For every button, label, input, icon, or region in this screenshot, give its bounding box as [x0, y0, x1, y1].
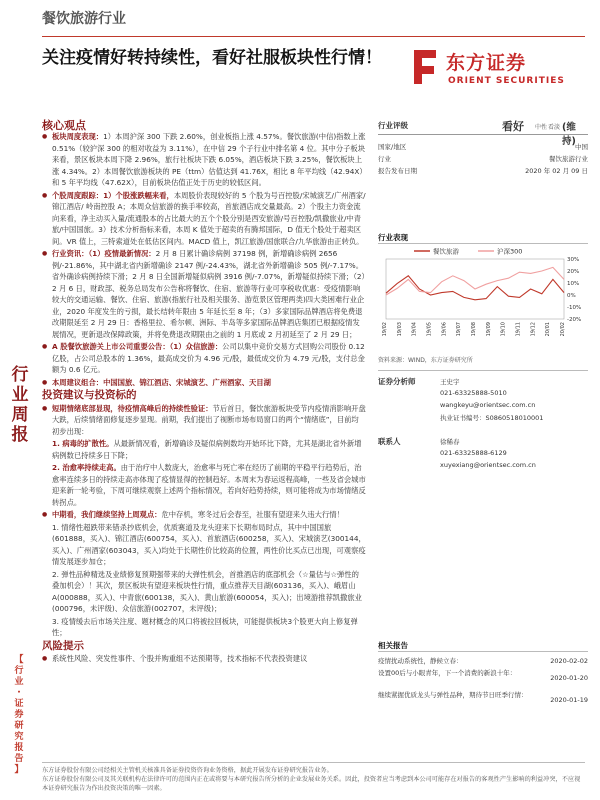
point-head: 1. 病毒的扩散性。: [52, 439, 114, 448]
info-key: 行业: [378, 155, 391, 163]
point-text: 2 月 8 日累计确诊病例 37198 例，新增确诊病例 2656 例/-21.86%，其中湖北省内新增确诊 2147 例/-24.43%，湖北省外新增确诊 505 例/-7.17%。省外确诊病例持续下滑；2 月 8 日全国新增疑似病例 3916 例/-7.07%，新增疑似持续下滑；（2）2 月 6 日，财政部、税务总局发布公告称将餐饮、住宿、旅游等行业可享税收优惠：受疫情影响较大的交通运输、餐饮、住宿、旅游(指旅行社及相关服务、游览景区管理两类)四大类困难行业企业，2020 年度发生的亏损，最长结转年限由 5 年延长至 8 年；（3）多家国际品牌酒店将免费退改期限延至 2 月 29 日：香格里拉、希尔顿、洲际、半岛等多家国际品牌酒店集团已根据疫情发展情况，更新退改保障政策，并将免费退改期限由之前的 1 月底或 2 月初延至了 2 月 29 日；: [52, 249, 366, 339]
analyst-name: 王史宇: [440, 378, 460, 386]
chart-source: 资料来源：WIND，东方证券研究所: [378, 357, 473, 364]
contact-name: 徐稀春: [440, 438, 460, 446]
invest-item: [42, 462, 366, 508]
y-tick-label: -20%: [567, 317, 582, 323]
contact-role: 联系人: [378, 437, 401, 446]
related-date: 2020-01-19: [550, 696, 588, 704]
sidebar-report-type: 行 业 周 报: [11, 365, 29, 445]
invest-heading: 投资建议与投资标的: [42, 389, 137, 401]
rating-maintain: (维持): [562, 122, 576, 147]
logo-mark-icon: [408, 46, 442, 88]
series-line-0: [386, 276, 564, 300]
performance-chart: [378, 245, 588, 345]
info-value: 2020 年 02 月 09 日: [525, 167, 588, 175]
x-tick-label: 20/01: [545, 322, 552, 337]
point-text: 由于治疗中人数庞大，治愈率与死亡率在经历了前期的平稳平行趋势后，治愈率连续多日的持续走高亦体现了疫情显得的控制趋好。本周末为春运返程高峰，一些及省会城市迎来新一轮考验，下周可继续观察上述两个指标情况，若向好趋势持续，则可能将成为市场情绪反转拐点。: [52, 463, 366, 507]
analyst-cert: 执业证书编号：S0860518010001: [440, 414, 544, 422]
point-head: 本周建议组合：: [52, 377, 104, 387]
x-tick-label: 19/06: [441, 322, 448, 337]
point-head: 行业资讯：（1）疫情最新情况：: [52, 249, 156, 258]
x-tick-label: 19/12: [530, 322, 537, 337]
rating-neutral: 中性: [535, 124, 548, 131]
point-head: 2. 治愈率持续走高。: [52, 463, 121, 472]
report-title: 关注疫情好转持续性，看好社服板块性行情！: [42, 48, 382, 68]
sidebar-report-category: 【 行 业 ・ 证 券 研 究 报 告 】: [14, 655, 24, 775]
related-date: 2020-02-02: [550, 657, 588, 665]
point-head: 板块周度表现：: [52, 132, 104, 141]
point-industry-news: [42, 248, 366, 340]
info-row: [378, 142, 588, 151]
footer-disclaimer: 东方证券股份有限公司经相关主管机关核准具备证券投资咨询业务资格，据此开展发布证券研究报告业务。 东方证券股份有限公司及其关联机构在法律许可的范围内正在或将要与本研究报告所分析的企业发展业务关系。因此，投资者应当考虑到本公司可能存在对报告的客观性产生影响的利益冲突，不应视本证券研究报告为作出投资决策的唯一因素。: [42, 767, 581, 792]
invest-mid-term: [42, 509, 366, 521]
related-title[interactable]: 继续紧握优质龙头与弹性品种，期待节日旺季行情：: [378, 691, 528, 699]
chart-legend: [414, 247, 522, 256]
risk-text: ● 系统性风险、突发性事件、个股并购重组不达预期等，技术指标不代表投资建议: [42, 653, 366, 665]
y-tick-label: 30%: [567, 257, 580, 263]
info-value: 中国: [575, 143, 588, 151]
analyst-role: 证券分析师: [378, 377, 416, 386]
point-head: 个股周度跟踪：1）个股涨跌幅来看，: [52, 190, 174, 200]
divider: [378, 651, 588, 652]
rating-value: 看好: [502, 120, 524, 133]
x-tick-label: 19/05: [426, 322, 433, 337]
related-date-row: [378, 668, 588, 682]
analyst-phone: 021-63325888-5010: [440, 389, 507, 397]
header-rule: [42, 36, 585, 37]
x-tick-label: 19/02: [382, 322, 388, 337]
main-column: [42, 131, 366, 666]
point-text: 节后首日，餐饮旅游板块受节内疫情消影响开盘大跌，后续情绪面修复逐步显现。前期，我们提出了视断市场布局窗口的两个“情绪底”，目前均初步出现：: [52, 403, 366, 436]
x-tick-label: 19/07: [456, 322, 463, 337]
info-table: [378, 142, 588, 182]
y-tick-label: 0%: [567, 293, 576, 299]
point-text: 危中存机，寒冬过后会春至，社服有望迎来久违大行情！: [161, 510, 344, 519]
divider: [378, 370, 588, 371]
x-tick-label: 19/10: [500, 322, 507, 337]
invest-short-term: [42, 403, 366, 438]
point-head: 中期看，我们继续坚持上周观点：: [52, 510, 162, 519]
info-key: 报告发布日期: [378, 167, 417, 175]
point-announcements: [42, 341, 366, 376]
legend-label-dining: 餐饮旅游: [433, 247, 459, 256]
related-item[interactable]: [378, 656, 588, 666]
info-row: [378, 154, 588, 163]
logo-name-en: ORIENT SECURITIES: [448, 76, 565, 86]
point-head: 短期情绪底部显现，待疫情高峰后的持续性验证：: [52, 403, 213, 413]
info-key: 国家/地区: [378, 143, 407, 151]
related-date: 2020-01-20: [550, 674, 588, 682]
y-tick-label: 10%: [567, 281, 580, 287]
point-stock-tracking: [42, 190, 366, 248]
x-tick-label: 19/08: [471, 322, 477, 337]
point-text: 本周股价表现较好的 5 个股为号百控股/宋城演艺/广州酒家/锦江酒店/ 岭南控股 A；本周众信旅游的换手率较高，首旅酒店成交量最高。2）个股主力资金流向来看，净主动买入量/流通股本的占比最大的五个个股分别是西安旅游/号百控股/凯撒旅业/中青旅/中国国旅。3）技术分析指标来看，本周 K 值处于超卖的有腾邦国际，D 值无个股处于超卖区间。VR 值上，三特索道处在低估区间内。MACD 值上，凯江旅游/国旅联合/九华旅游由正转负。: [52, 190, 366, 246]
point-text: 1）本周沪深 300 下跌 2.60%，创业板指上涨 4.57%。餐饮旅游(中信)指数上涨 0.51%（较沪深 300 的相对收益为 3.11%），在中信 29 个子行业中排名第 4 位。其中分子板块来看，景区板块本周下降 2.96%，旅行社板块下跌 6.05%，酒店板块下跌 3.25%，餐饮板块上涨 4.34%。2）本周餐饮旅游板块的 PE（ttm）估值达到 41.76X，相比 8 年平均线（42.94X）和 5 年平均线（47.62X），目前板块估值正处于历史的较低区间。: [52, 132, 366, 187]
related-title[interactable]: 设置00后与小眼青年，下一个消费的新浪十年：: [378, 669, 517, 677]
logo: [408, 38, 586, 108]
related-title[interactable]: 疫情扰动系统性，静候立春：: [378, 657, 463, 665]
point-head: A 股餐饮旅游关上市公司重要公告：（1）众信旅游：: [52, 342, 223, 351]
x-tick-label: 19/04: [411, 322, 418, 337]
legend-label-csi300: 沪深300: [497, 247, 523, 256]
info-row: [378, 166, 588, 175]
logo-name-cn: 东方证券: [446, 52, 527, 74]
chart-grid: [382, 257, 581, 336]
related-heading: 相关报告: [378, 641, 408, 650]
related-date-row: [378, 690, 588, 704]
contact-phone: 021-63325888-6129: [440, 449, 507, 457]
divider: [378, 243, 588, 244]
risk-heading: 风险提示: [42, 639, 84, 652]
point-weekly-performance: [42, 131, 366, 189]
info-value: 餐饮旅游行业: [549, 155, 588, 163]
invest-item: 1. 情绪性超跌带来错杀抄底机会，优质赛道及龙头迎来下长期布局时点，其中中国国旅(601888，买入)、锦江酒店(600754，买入)、首旅酒店(600258，买入)、宋城演艺(300144，买入)、广州酒家(603043，买入)均处于长期性价比较高的位置，两性价比买点已出现，可观察疫情发展逐步加仓；: [52, 522, 366, 566]
point-text: 从最新情况看，新增确诊及疑似病例数均开始环比下降，尤其是湖北省外新增病例数已持续多日下降；: [52, 439, 362, 460]
point-text: 中国国旅、锦江酒店、宋城演艺、广州酒家、天目湖: [103, 377, 271, 387]
contact-email[interactable]: xuyexiang@orientsec.com.cn: [440, 461, 536, 469]
invest-item: 2. 弹性品种精选及业绩修复预期强带来的大弹性机会，首推酒店的底部机会（☆量估与☆弹性的叠加机会）！其次，景区板块有望迎来板块性行情，重点推荐天目湖(603136，买入)、峨眉山 A(000888，买入)、中青旅(600138，买入)、黄山旅游(600054，买入)；出境游推荐凯撒旅业(000796，未评级)、众信旅游(002707，未评级)；: [52, 569, 362, 613]
point-portfolio: [42, 377, 366, 389]
chart-series: [386, 267, 564, 299]
performance-heading: 行业表现: [378, 233, 408, 242]
x-tick-label: 19/09: [485, 322, 492, 337]
footer-rule: [42, 762, 585, 763]
analyst-email[interactable]: wangkeyu@orientsec.com.cn: [440, 401, 536, 409]
x-tick-label: 19/03: [396, 322, 403, 337]
y-tick-label: -10%: [567, 305, 582, 311]
y-tick-label: 20%: [567, 269, 580, 275]
invest-item: [42, 438, 366, 461]
x-tick-label: 20/02: [560, 322, 566, 337]
point-text: 公司以集中竞价交易方式回购公司股份 0.12 亿股，占公司总股本的 1.36%，最高成交价为 4.96 元/股，最低成交价为 4.79 元/股，支付总金额为 0.6 亿元。: [52, 342, 365, 374]
industry-label: 餐饮旅游行业: [42, 11, 126, 27]
x-tick-label: 19/11: [515, 322, 522, 337]
core-heading: 核心观点: [42, 119, 86, 132]
rating-label: 行业评级: [378, 121, 408, 130]
rating-negative: 看淡: [548, 124, 561, 131]
invest-item: 3. 疫情缓去后市场关注度、题材概念的风口将被拉回板块，可能提供板块3个股更大向上修复弹性；: [52, 616, 358, 637]
